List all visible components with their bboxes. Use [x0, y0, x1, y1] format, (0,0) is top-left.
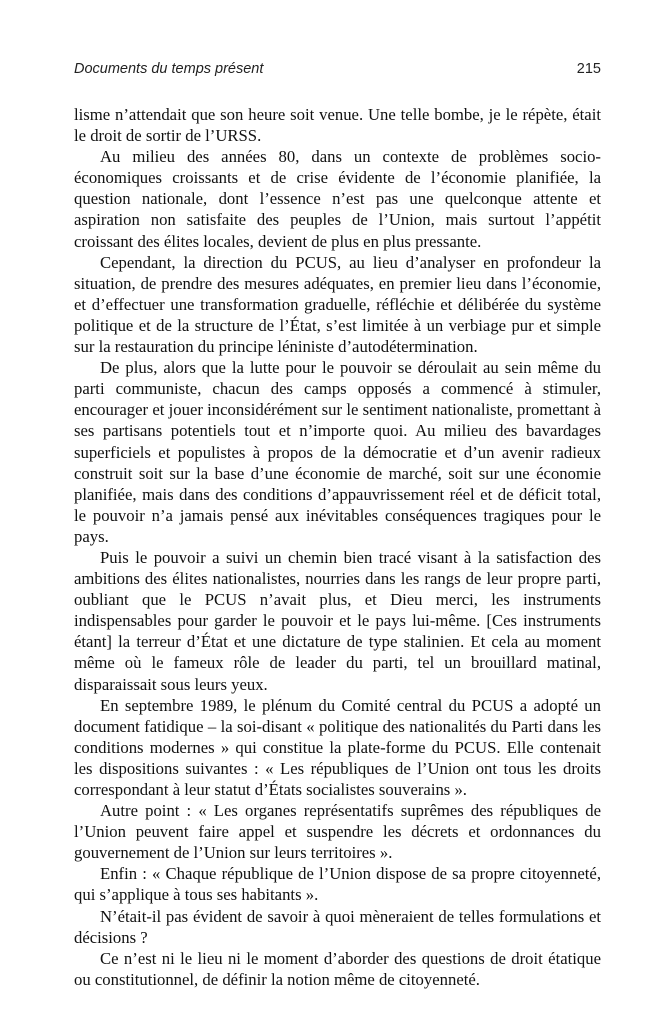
paragraph: De plus, alors que la lutte pour le pouvoir se déroulait au sein même du parti communiste, chacun des camps opposés a commencé à stimuler, encourager et jouer inconsidérément sur le sentiment nationaliste, promettant à ses partisans potentiels tout et n’importe quoi. Au milieu des bavardages superficiels et populistes à propos de la démocratie et d’un avenir radieux construit soit sur la base d’une économie de marché, soit sur une économie planifiée, mais dans des conditions d’appauvrissement réel et de déficit total, le pouvoir n’a jamais pensé aux inévitables conséquences tragiques pour le pays. [74, 358, 601, 546]
paragraph: Au milieu des années 80, dans un contexte de problèmes socio-économiques croissants et de crise évidente de l’économie planifiée, la question nationale, dont l’essence n’est pas une quelconque attente et aspiration non satisfaite des peuples de l’Union, mais surtout l’appétit croissant des élites locales, devient de plus en plus pressante. [74, 147, 601, 251]
running-header [74, 61, 601, 81]
paragraph-continued: lisme n’attendait que son heure soit venue. Une telle bombe, je le répète, était le droit de sortir de l’URSS. [74, 105, 601, 146]
paragraph: Ce n’est ni le lieu ni le moment d’aborder des questions de droit étatique ou constitutionnel, de définir la notion même de citoyenneté. [74, 948, 601, 989]
paragraph: Puis le pouvoir a suivi un chemin bien tracé visant à la satisfaction des ambitions des élites nationalistes, nourries dans les rangs de leur propre parti, oubliant que le PCUS n’avait plus, et Dieu merci, les instruments indispensables pour garder le pouvoir et le pays lui-même. [Ces instruments étant] la terreur d’État et une dictature de type stalinien. Et cela au moment même où le fameux rôle de leader du parti, tel un brouillard matinal, disparaissait sous leurs yeux. [74, 547, 601, 694]
paragraph: N’était-il pas évident de savoir à quoi mèneraient de telles formulations et décisions ? [74, 906, 601, 947]
paragraph: En septembre 1989, le plénum du Comité central du PCUS a adopté un document fatidique – la soi-disant « politique des nationalités du Parti dans les conditions modernes » qui constitue la plate-forme du PCUS. Elle contenait les dispositions suivantes : « Les républiques de l’Union ont tous les droits correspondant à leur statut d’États socialistes souverains ». [74, 695, 601, 799]
page-number: 215 [576, 61, 601, 77]
paragraph: Cependant, la direction du PCUS, au lieu d’analyser en profondeur la situation, de prendre des mesures adéquates, en premier lieu dans l’économie, et d’effectuer une transformation graduelle, réfléchie et délibérée du système politique et de la structure de l’État, s’est limitée à un verbiage pur et simple sur la restauration du principe léniniste d’autodétermination. [74, 252, 601, 357]
paragraph: Enfin : « Chaque république de l’Union dispose de sa propre citoyenneté, qui s’applique à tous ses habitants ». [74, 864, 601, 905]
paragraph: Autre point : « Les organes représentatifs suprêmes des républiques de l’Union peuvent faire appel et suspendre les décrets et ordonnances du gouvernement de l’Union sur leurs territoires ». [74, 801, 601, 863]
running-title: Documents du temps présent [74, 61, 264, 77]
body-text [74, 104, 601, 990]
